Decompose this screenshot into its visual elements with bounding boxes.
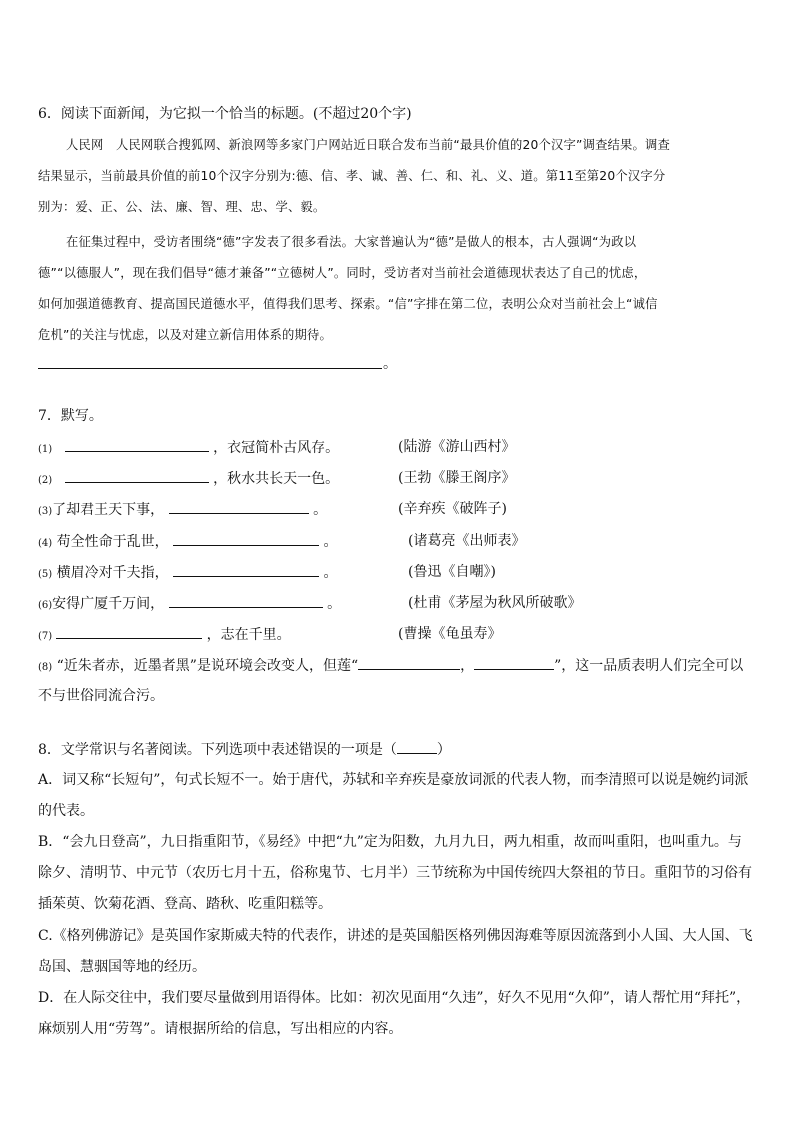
- item-number: (3): [38, 506, 53, 517]
- q8-option-a: A．词又称“长短句”，句式长短不一。始于唐代，苏轼和辛弃疾是豪放词派的代表人物，而李清照可以说是婉约词派: [38, 772, 749, 788]
- fill-blank[interactable]: [65, 468, 209, 483]
- item-number: (4): [38, 538, 53, 549]
- q7-item-2: [38, 468, 339, 491]
- q8-option-b-cont: 插茱萸、饮菊花酒、登高、踏秋、吃重阳糕等。: [38, 896, 332, 912]
- q7-item-4: [38, 531, 338, 554]
- item-source: (陆游《游山西村》: [398, 439, 516, 455]
- item-text: 横眉冷对千夫指，: [56, 565, 169, 581]
- q7-item-8: [38, 655, 743, 678]
- item-source: (杜甫《茅屋为秋风所破歌》: [408, 595, 582, 611]
- fill-blank[interactable]: [56, 624, 202, 639]
- item-source: (曹操《龟虽寿》: [398, 626, 502, 642]
- item-text: 了却君王天下事，: [52, 502, 165, 518]
- item-text: 苟全性命于乱世，: [56, 534, 169, 550]
- item-number: (2): [38, 475, 53, 486]
- q8-option-c: C.《格列佛游记》是英国作家斯威夫特的代表作，讲述的是英国船医格列佛因海难等原因流落到小人国、大人国、飞: [38, 928, 753, 944]
- item-text: “近朱者赤，近墨者黑”是说环境会改变人，但莲“: [56, 658, 359, 674]
- item-source: (辛弃疾《破阵子): [398, 501, 507, 517]
- fill-blank[interactable]: [358, 655, 460, 670]
- q8-title-end: ）: [436, 742, 451, 758]
- q8-option-b-cont: 除夕、清明节、中元节（农历七月十五，俗称鬼节、七月半）三节统称为中国传统四大祭祖的节日。重阳节的习俗有: [38, 865, 752, 881]
- item-text: 。: [313, 502, 328, 518]
- q8-option-d: D．在人际交往中，我们要尽量做到用语得体。比如：初次见面用“久违”，好久不见用“久仰”，请人帮忙用“拜托”，: [38, 990, 751, 1006]
- item-text: ，: [460, 658, 475, 674]
- item-number: (7): [38, 631, 53, 642]
- fill-blank[interactable]: [169, 593, 323, 608]
- q6-news-line: 德”“以德服人”，现在我们倡导“德才兼备”“立德树人”。同时，受访者对当前社会道德现状表达了自己的忧虑，: [38, 266, 647, 280]
- q7-item-7: [38, 624, 291, 647]
- q7-item-1: [38, 437, 339, 460]
- fill-blank[interactable]: [173, 531, 319, 546]
- q7-title: 7．默写。: [38, 408, 103, 424]
- item-text: ”，这一品质表明人们完全可以: [554, 658, 744, 674]
- item-text: ，秋水共长天一色。: [213, 471, 340, 487]
- q8-option-c-cont: 岛国、慧骃国等地的经历。: [38, 959, 206, 975]
- item-source: (王勃《滕王阁序》: [398, 470, 516, 486]
- q6-news-line: 人民网 人民网联合搜狐网、新浪网等多家门户网站近日联合发布当前“最具价值的20个汉字”调查结果。调查: [66, 138, 671, 152]
- item-number: (5): [38, 569, 53, 580]
- fill-blank[interactable]: [169, 499, 309, 514]
- item-text: ，志在千里。: [206, 627, 291, 643]
- q8-option-a-cont: 的代表。: [38, 803, 94, 819]
- q8-option-d-cont: 麻烦别人用“劳驾”。请根据所给的信息，写出相应的内容。: [38, 1021, 403, 1037]
- q6-answer-end: 。: [383, 356, 397, 372]
- q7-item-8-cont: 不与世俗同流合污。: [38, 688, 164, 704]
- fill-blank[interactable]: [173, 562, 319, 577]
- item-number: (8): [38, 662, 53, 673]
- q7-item-5: [38, 562, 338, 585]
- q6-news-line: 在征集过程中，受访者围绕“德”字发表了很多看法。大家普遍认为“德”是做人的根本，古人强调“为政以: [66, 235, 637, 249]
- q7-item-6: [38, 593, 341, 616]
- answer-blank[interactable]: [397, 739, 437, 754]
- item-text: 。: [323, 534, 338, 550]
- item-source: (诸葛亮《出师表》: [408, 533, 526, 549]
- q7-item-3: [38, 499, 327, 522]
- item-number: (6): [38, 600, 53, 611]
- q6-news-line: 别为：爱、正、公、法、廉、智、理、忠、学、毅。: [38, 200, 326, 214]
- item-text: ，衣冠简朴古风存。: [213, 440, 340, 456]
- q6-answer-blank[interactable]: [38, 368, 382, 369]
- q8-option-b: B．“会九日登高”，九日指重阳节，《易经》中把“九”定为阳数，九月九日，两九相重，故而叫重阳，也叫重九。与: [38, 834, 742, 850]
- item-source: (鲁迅《自嘲》): [408, 564, 496, 580]
- fill-blank[interactable]: [65, 437, 209, 452]
- q8-title-text: 8．文学常识与名著阅读。下列选项中表述错误的一项是（: [38, 742, 397, 758]
- q8-title: [38, 739, 451, 760]
- fill-blank[interactable]: [474, 655, 554, 670]
- q6-news-line: 结果显示，当前最具价值的前10个汉字分别为:德、信、孝、诚、善、仁、和、礼、义、道。第11至第20个汉字分: [38, 169, 666, 183]
- item-text: 安得广厦千万间，: [52, 596, 165, 612]
- q6-title: 6．阅读下面新闻，为它拟一个恰当的标题。(不超过20个字): [38, 106, 412, 122]
- item-number: (1): [38, 444, 53, 455]
- q6-news-line: 如何加强道德教育、提高国民道德水平，值得我们思考、探索。“信”字排在第二位，表明公众对当前社会上“诚信: [38, 297, 658, 311]
- q6-news-line: 危机”的关注与忧虑，以及对建立新信用体系的期待。: [38, 328, 332, 342]
- item-text: 。: [323, 565, 338, 581]
- item-text: 。: [327, 596, 342, 612]
